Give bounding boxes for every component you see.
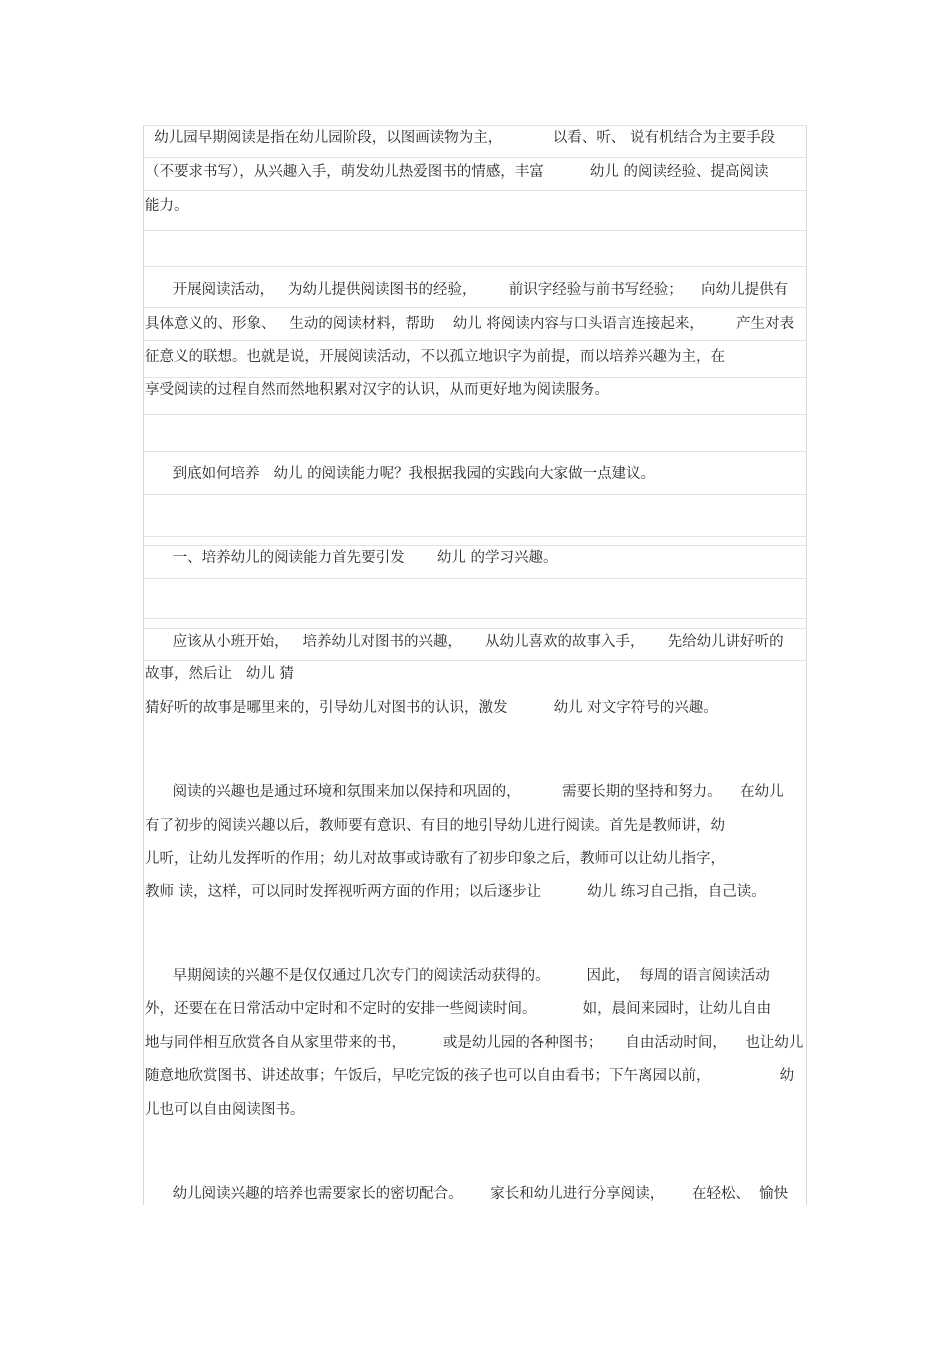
- rule: [143, 494, 807, 495]
- rule: [143, 125, 807, 126]
- paragraph-line: 阅读的兴趣也是通过环境和氛围来加以保持和巩固的， 需要长期的坚持和努力。 在幼儿: [145, 784, 784, 800]
- paragraph-line: 幼儿阅读兴趣的培养也需要家长的密切配合。 家长和幼儿进行分享阅读， 在轻松、 愉快: [145, 1186, 789, 1202]
- paragraph-line: 具体意义的、形象、 生动的阅读材料，帮助 幼儿 将阅读内容与口头语言连接起来， 产生对表: [145, 316, 795, 332]
- rule: [143, 340, 807, 341]
- rule: [143, 307, 807, 308]
- rule: [143, 578, 807, 579]
- rule: [143, 377, 807, 378]
- paragraph-line: 随意地欣赏图书、讲述故事；午饭后，早吃完饭的孩子也可以自由看书；下午离园以前， 幼: [145, 1068, 795, 1084]
- rule: [143, 628, 807, 629]
- paragraph-line: 开展阅读活动， 为幼儿提供阅读图书的经验， 前识字经验与前书写经验； 向幼儿提供有: [145, 282, 789, 298]
- rule: [143, 190, 807, 191]
- paragraph-line: 幼儿园早期阅读是指在幼儿园阶段，以图画读物为主， 以看、听、 说有机结合为主要手段: [145, 130, 776, 146]
- left-margin-rule: [143, 125, 144, 1205]
- rule: [143, 660, 807, 661]
- rule: [143, 545, 807, 546]
- paragraph-line: 儿听，让幼儿发挥听的作用；幼儿对故事或诗歌有了初步印象之后，教师可以让幼儿指字，: [145, 851, 725, 867]
- rule: [143, 451, 807, 452]
- paragraph-line: 故事，然后让 幼儿 猜: [145, 666, 294, 682]
- rule: [143, 230, 807, 231]
- paragraph-line: 享受阅读的过程自然而然地积累对汉字的认识，从而更好地为阅读服务。: [145, 382, 609, 398]
- paragraph-line: 应该从小班开始， 培养幼儿对图书的兴趣， 从幼儿喜欢的故事入手， 先给幼儿讲好听的: [145, 634, 784, 650]
- paragraph-line: 有了初步的阅读兴趣以后，教师要有意识、有目的地引导幼儿进行阅读。首先是教师讲，幼: [145, 818, 725, 834]
- paragraph-line: 猜好听的故事是哪里来的，引导幼儿对图书的认识，激发 幼儿 对文字符号的兴趣。: [145, 700, 718, 716]
- paragraph-line: 外，还要在在日常活动中定时和不定时的安排一些阅读时间。 如，晨间来园时，让幼儿自由: [145, 1001, 772, 1017]
- rule: [143, 266, 807, 267]
- paragraph-line: 教师 读，这样，可以同时发挥视听两方面的作用；以后逐步让 幼儿 练习自己指，自己读。: [145, 884, 766, 900]
- section-heading: 一、培养幼儿的阅读能力首先要引发 幼儿 的学习兴趣。: [145, 550, 558, 566]
- right-margin-rule: [806, 125, 807, 1205]
- paragraph-line: 儿也可以自由阅读图书。: [145, 1102, 305, 1118]
- paragraph-line: 到底如何培养 幼儿 的阅读能力呢？我根据我园的实践向大家做一点建议。: [145, 466, 656, 482]
- paragraph-line: 征意义的联想。也就是说，开展阅读活动，不以孤立地识字为前提，而以培养兴趣为主，在: [145, 349, 725, 365]
- rule: [143, 536, 807, 537]
- paragraph-line: 能力。: [145, 198, 189, 214]
- paragraph-line: 地与同伴相互欣赏各自从家里带来的书， 或是幼儿园的各种图书； 自由活动时间， 也让幼儿: [145, 1035, 804, 1051]
- rule: [143, 618, 807, 619]
- rule: [143, 157, 807, 158]
- rule: [143, 414, 807, 415]
- paragraph-line: 早期阅读的兴趣不是仅仅通过几次专门的阅读活动获得的。 因此， 每周的语言阅读活动: [145, 968, 770, 984]
- paragraph-line: （不要求书写），从兴趣入手，萌发幼儿热爱图书的情感，丰富 幼儿 的阅读经验、提高阅读: [145, 164, 769, 180]
